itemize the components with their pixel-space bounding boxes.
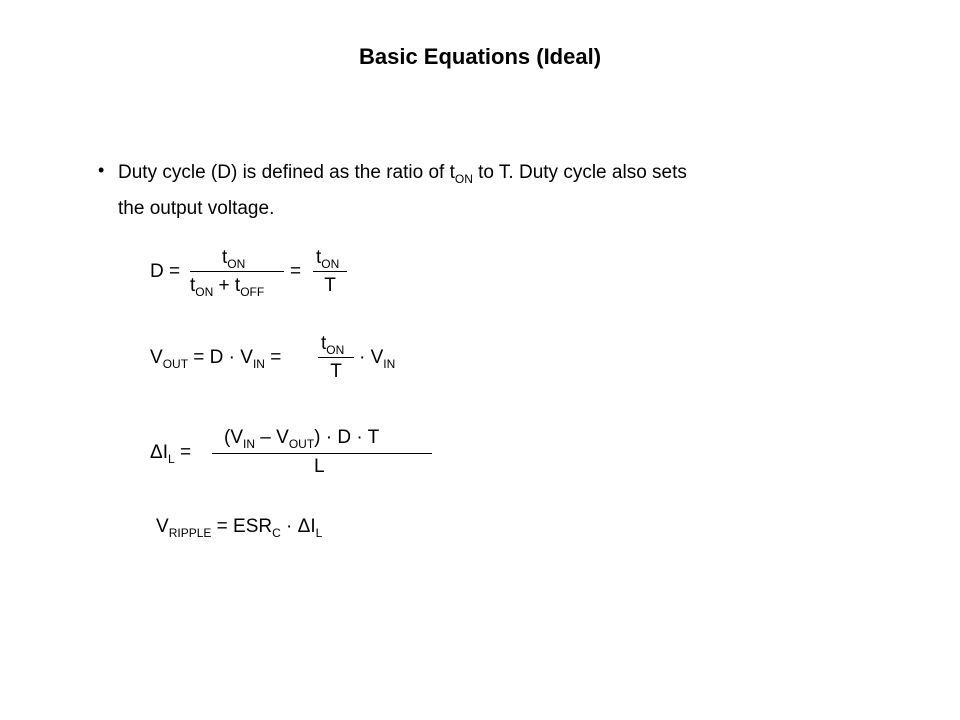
eq1-denominator2: T bbox=[324, 275, 336, 296]
eq1-num-sub: ON bbox=[227, 257, 246, 271]
eq1-fraction-bar2 bbox=[313, 271, 347, 272]
eq2-rhs-v: · V bbox=[359, 347, 384, 368]
eq1-num2-t: t bbox=[316, 247, 322, 268]
bullet-subscript: ON bbox=[454, 172, 473, 186]
eq4-mid-sub: C bbox=[272, 526, 281, 540]
eq2-mid-eq: = bbox=[264, 347, 282, 368]
eq1-num2-sub: ON bbox=[321, 257, 340, 271]
eq1-lhs: D = bbox=[150, 261, 181, 282]
eq2-num-sub: ON bbox=[326, 343, 345, 357]
eq3-lhs-di: ΔI bbox=[150, 442, 168, 463]
eq3-lhs-sub: L bbox=[167, 452, 175, 466]
eq2-mid: = D · V bbox=[188, 347, 253, 368]
eq3-num-c: ) · D · T bbox=[314, 427, 380, 448]
eq2-rhs bbox=[359, 347, 395, 375]
eq4-rhs: · ΔI bbox=[280, 516, 316, 537]
eq3-denominator: L bbox=[314, 456, 325, 477]
eq2-lhs-v: V bbox=[150, 347, 163, 368]
eq3-num-b: – V bbox=[255, 427, 289, 448]
eq3-num-sub1: IN bbox=[243, 437, 255, 451]
eq2-lhs bbox=[150, 347, 281, 375]
eq1-num-t: t bbox=[222, 247, 228, 268]
eq1-denominator bbox=[190, 275, 264, 303]
eq2-rhs-sub: IN bbox=[383, 357, 396, 371]
eq2-num-t: t bbox=[321, 333, 327, 354]
eq3-num-a: (V bbox=[224, 427, 243, 448]
eq3-lhs-eq: = bbox=[174, 442, 192, 463]
bullet-text-line2: the output voltage. bbox=[118, 198, 275, 219]
eq2-denominator: T bbox=[330, 361, 342, 382]
eq2-mid-sub: IN bbox=[252, 357, 265, 371]
bullet-text-part: to T. Duty cycle also sets bbox=[472, 162, 687, 183]
eq1-equals: = bbox=[290, 261, 302, 282]
eq4-v: V bbox=[156, 516, 169, 537]
eq3-lhs bbox=[150, 442, 191, 470]
bullet-text-part: Duty cycle (D) is defined as the ratio of t bbox=[118, 162, 455, 183]
eq4-mid: = ESR bbox=[211, 516, 273, 537]
eq2-fraction-bar bbox=[318, 357, 354, 358]
eq1-fraction-bar bbox=[190, 271, 284, 272]
eq2-lhs-sub: OUT bbox=[162, 357, 189, 371]
eq1-den-t: t bbox=[190, 275, 196, 296]
eq1-den-sub1: ON bbox=[195, 285, 214, 299]
eq3-fraction-bar bbox=[212, 453, 432, 454]
eq3-num-sub2: OUT bbox=[288, 437, 315, 451]
eq4-rhs-sub: L bbox=[315, 526, 323, 540]
eq1-den-plus: + t bbox=[213, 275, 241, 296]
bullet-text bbox=[118, 158, 687, 223]
bullet-marker: • bbox=[98, 160, 105, 180]
eq4-v-sub: RIPPLE bbox=[168, 526, 212, 540]
eq3-numerator bbox=[224, 427, 379, 455]
equation-output-ripple bbox=[156, 516, 322, 544]
slide-title: Basic Equations (Ideal) bbox=[358, 44, 602, 69]
eq1-den-sub2: OFF bbox=[240, 285, 265, 299]
